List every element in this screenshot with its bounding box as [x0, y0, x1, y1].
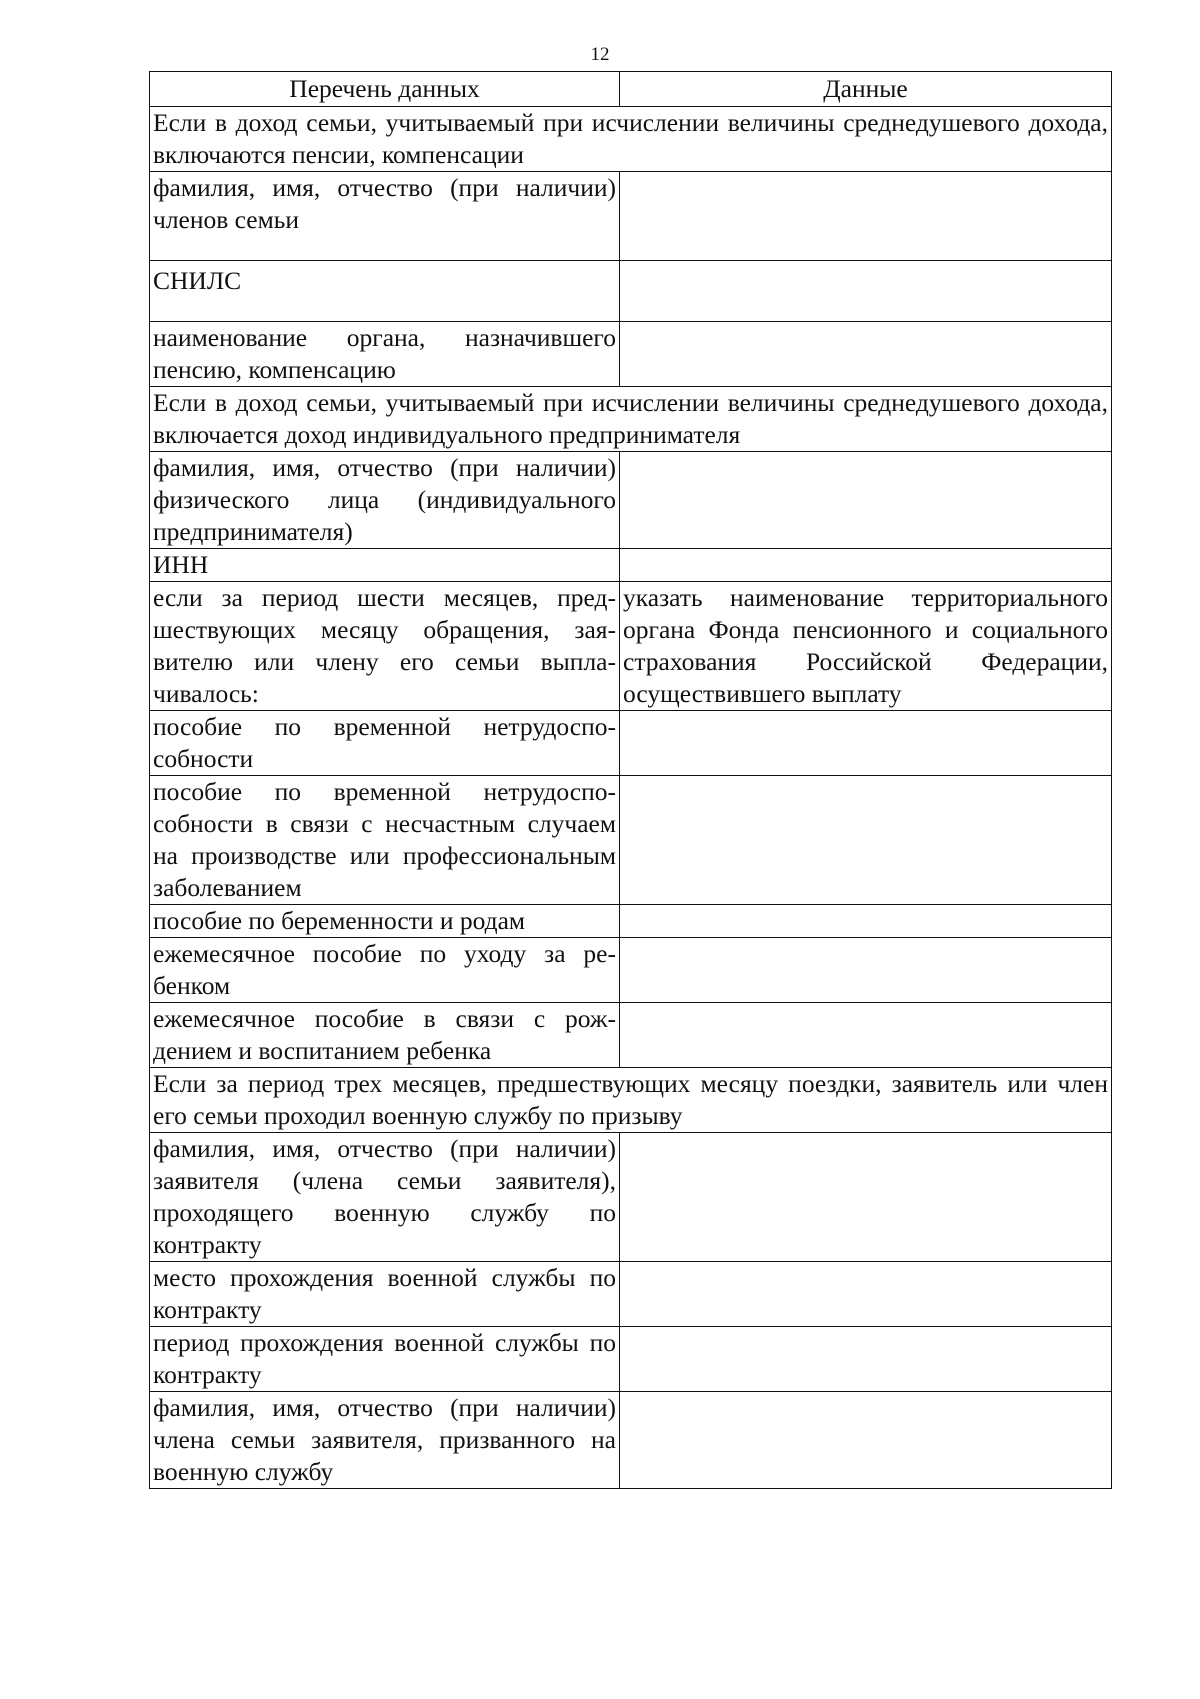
row-value-cell: указать наименование территориального органа Фонда пенсионного и социального страхования Российской Федерации, осуществившего выплату	[620, 582, 1112, 711]
section-heading-row	[150, 1068, 1112, 1133]
section-heading-military: Если за период трех месяцев, предшествующих месяцу поездки, заявитель или член его семьи проходил военную службу по призыву	[150, 1068, 1112, 1133]
row-label: фамилия, имя, отчество (при наличии) физического лица (индивидуального предпринимателя)	[150, 452, 620, 549]
row-label: место прохождения военной службы по контракту	[150, 1262, 620, 1327]
row-value-cell[interactable]	[620, 322, 1112, 387]
table-row	[150, 582, 1112, 711]
table-row	[150, 549, 1112, 582]
row-label: ежемесячное пособие в связи с рождением и воспитанием ребенка	[150, 1003, 620, 1068]
row-value-cell[interactable]	[620, 261, 1112, 322]
row-value-cell[interactable]	[620, 1133, 1112, 1262]
table-row	[150, 905, 1112, 938]
row-value-cell[interactable]	[620, 938, 1112, 1003]
row-value-cell[interactable]	[620, 549, 1112, 582]
table-header-row	[150, 72, 1112, 107]
row-label: пособие по временной нетрудоспособности в связи с несчастным случаем на производстве или профессиональным заболеванием	[150, 776, 620, 905]
row-label: пособие по беременности и родам	[150, 905, 620, 938]
row-label: наименование органа, назначившего пенсию, компенсацию	[150, 322, 620, 387]
row-value-cell[interactable]	[620, 1262, 1112, 1327]
row-value-cell[interactable]	[620, 776, 1112, 905]
data-table	[149, 71, 1112, 1489]
row-label: ежемесячное пособие по уходу за ребенком	[150, 938, 620, 1003]
table-row	[150, 1327, 1112, 1392]
row-label: фамилия, имя, отчество (при наличии) члена семьи заявителя, призванного на военную службу	[150, 1392, 620, 1489]
column-header-list: Перечень данных	[150, 72, 620, 107]
row-label: пособие по временной нетрудоспособности	[150, 711, 620, 776]
table-row	[150, 322, 1112, 387]
row-value-cell[interactable]	[620, 905, 1112, 938]
row-label: период прохождения военной службы по контракту	[150, 1327, 620, 1392]
table-row	[150, 938, 1112, 1003]
table-row	[150, 776, 1112, 905]
table-row	[150, 1262, 1112, 1327]
row-label: ИНН	[150, 549, 620, 582]
section-heading-row	[150, 107, 1112, 172]
row-value-cell[interactable]	[620, 1392, 1112, 1489]
section-heading-pensions: Если в доход семьи, учитываемый при исчислении величины среднедушевого дохода, включаются пенсии, компенсации	[150, 107, 1112, 172]
row-value-cell[interactable]	[620, 1327, 1112, 1392]
row-value-cell[interactable]	[620, 711, 1112, 776]
table-row	[150, 1003, 1112, 1068]
section-heading-entrepreneur: Если в доход семьи, учитываемый при исчислении величины среднедушевого дохода, включается доход индивидуального предпринимателя	[150, 387, 1112, 452]
table-row	[150, 1133, 1112, 1262]
table-row	[150, 172, 1112, 261]
table-row	[150, 711, 1112, 776]
row-label: фамилия, имя, отчество (при наличии) членов семьи	[150, 172, 620, 261]
row-value-cell[interactable]	[620, 1003, 1112, 1068]
row-label: СНИЛС	[150, 261, 620, 322]
table-row	[150, 1392, 1112, 1489]
column-header-data: Данные	[620, 72, 1112, 107]
table-row	[150, 261, 1112, 322]
section-heading-row	[150, 387, 1112, 452]
row-value-cell[interactable]	[620, 452, 1112, 549]
row-value-cell[interactable]	[620, 172, 1112, 261]
table-row	[150, 452, 1112, 549]
row-label: если за период шести месяцев, предшествующих месяцу обращения, заявителю или члену его семьи выплачивалось:	[150, 582, 620, 711]
page-number: 12	[590, 44, 610, 65]
row-label: фамилия, имя, отчество (при наличии) заявителя (члена семьи заявителя), проходящего военную службу по контракту	[150, 1133, 620, 1262]
